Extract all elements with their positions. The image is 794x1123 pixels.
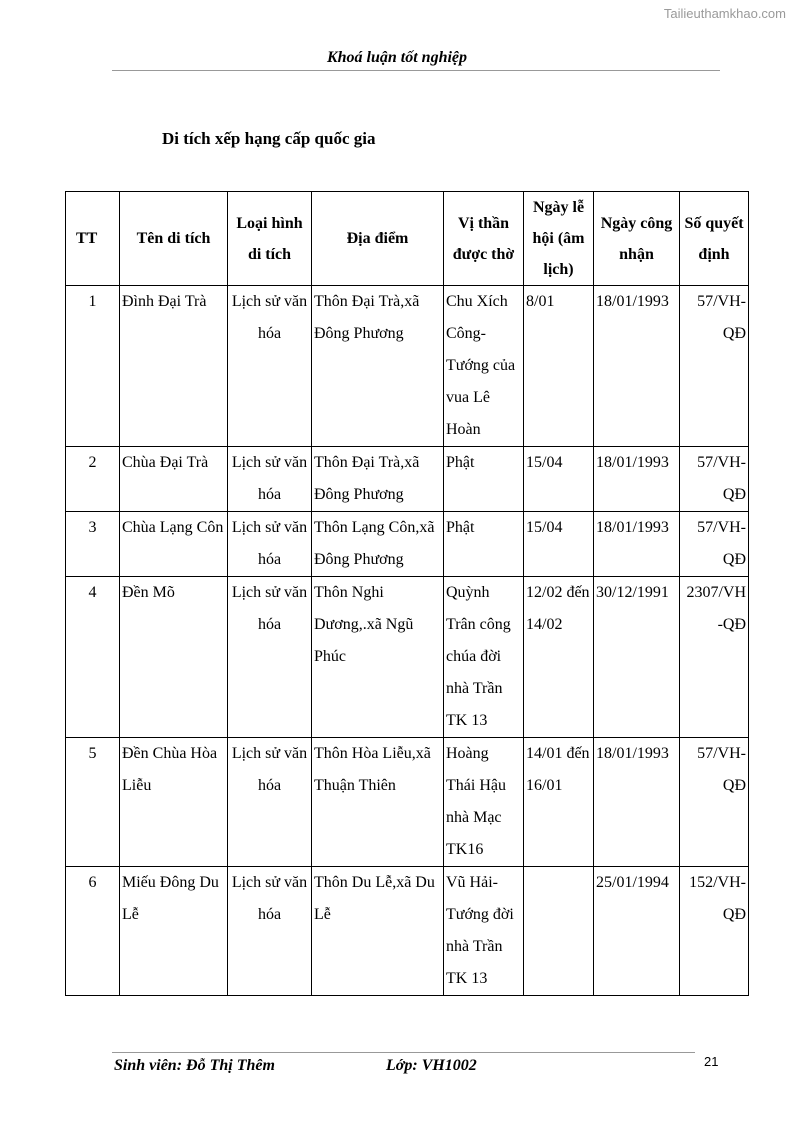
table-header-row — [66, 192, 749, 286]
cell-recognized: 25/01/1994 — [594, 867, 680, 996]
table-row — [66, 577, 749, 738]
cell-location: Thôn Đại Trà,xã Đông Phương — [312, 447, 444, 512]
cell-festival: 12/02 đến 14/02 — [524, 577, 594, 738]
cell-deity: Chu Xích Công-Tướng của vua Lê Hoàn — [444, 286, 524, 447]
watermark: Tailieuthamkhao.com — [663, 6, 786, 21]
cell-deity: Phật — [444, 512, 524, 577]
cell-decision: 57/VH-QĐ — [680, 447, 749, 512]
cell-tt: 5 — [66, 738, 120, 867]
cell-festival: 8/01 — [524, 286, 594, 447]
cell-recognized: 18/01/1993 — [594, 512, 680, 577]
table-row — [66, 447, 749, 512]
cell-decision: 57/VH-QĐ — [680, 512, 749, 577]
page-number: 21 — [704, 1054, 719, 1069]
cell-location: Thôn Đại Trà,xã Đông Phương — [312, 286, 444, 447]
cell-location: Thôn Lạng Côn,xã Đông Phương — [312, 512, 444, 577]
cell-location: Thôn Du Lễ,xã Du Lễ — [312, 867, 444, 996]
footer-divider — [112, 1052, 695, 1053]
cell-decision: 57/VH-QĐ — [680, 286, 749, 447]
header-recognized: Ngày công nhận — [594, 192, 680, 286]
cell-festival: 15/04 — [524, 447, 594, 512]
cell-tt: 6 — [66, 867, 120, 996]
cell-festival: 15/04 — [524, 512, 594, 577]
footer-student: Sinh viên: Đỗ Thị Thêm — [114, 1057, 275, 1074]
relics-table — [65, 191, 749, 996]
header-name: Tên di tích — [120, 192, 228, 286]
header-tt: TT — [66, 192, 120, 286]
page-header-title: Khoá luận tốt nghiệp — [326, 49, 468, 66]
cell-name: Chùa Đại Trà — [120, 447, 228, 512]
cell-name: Đền Mõ — [120, 577, 228, 738]
table-row — [66, 286, 749, 447]
table-row — [66, 512, 749, 577]
cell-festival — [524, 867, 594, 996]
cell-location: Thôn Nghi Dương,.xã Ngũ Phúc — [312, 577, 444, 738]
header-deity: Vị thần được thờ — [444, 192, 524, 286]
table-row — [66, 738, 749, 867]
cell-name: Miếu Đông Du Lễ — [120, 867, 228, 996]
header-location: Địa điểm — [312, 192, 444, 286]
cell-deity: Quỳnh Trân công chúa đời nhà Trần TK 13 — [444, 577, 524, 738]
cell-type: Lịch sử văn hóa — [228, 512, 312, 577]
cell-location: Thôn Hòa Liễu,xã Thuận Thiên — [312, 738, 444, 867]
cell-tt: 2 — [66, 447, 120, 512]
section-title: Di tích xếp hạng cấp quốc gia — [162, 129, 376, 148]
header-decision: Số quyết định — [680, 192, 749, 286]
cell-type: Lịch sử văn hóa — [228, 447, 312, 512]
cell-tt: 1 — [66, 286, 120, 447]
cell-type: Lịch sử văn hóa — [228, 738, 312, 867]
cell-recognized: 18/01/1993 — [594, 286, 680, 447]
cell-name: Chùa Lạng Côn — [120, 512, 228, 577]
header-type: Loại hình di tích — [228, 192, 312, 286]
cell-decision: 152/VH-QĐ — [680, 867, 749, 996]
header-festival: Ngày lễ hội (âm lịch) — [524, 192, 594, 286]
cell-deity: Phật — [444, 447, 524, 512]
cell-deity: Vũ Hải-Tướng đời nhà Trần TK 13 — [444, 867, 524, 996]
cell-name: Đình Đại Trà — [120, 286, 228, 447]
cell-decision: 2307/VH-QĐ — [680, 577, 749, 738]
cell-recognized: 18/01/1993 — [594, 447, 680, 512]
cell-recognized: 18/01/1993 — [594, 738, 680, 867]
cell-recognized: 30/12/1991 — [594, 577, 680, 738]
cell-tt: 4 — [66, 577, 120, 738]
footer-class: Lớp: VH1002 — [386, 1057, 477, 1074]
table-row — [66, 867, 749, 996]
cell-type: Lịch sử văn hóa — [228, 286, 312, 447]
cell-deity: Hoàng Thái Hậu nhà Mạc TK16 — [444, 738, 524, 867]
cell-tt: 3 — [66, 512, 120, 577]
cell-name: Đền Chùa Hòa Liễu — [120, 738, 228, 867]
cell-decision: 57/VH-QĐ — [680, 738, 749, 867]
header-divider — [112, 70, 720, 71]
cell-festival: 14/01 đến 16/01 — [524, 738, 594, 867]
cell-type: Lịch sử văn hóa — [228, 867, 312, 996]
cell-type: Lịch sử văn hóa — [228, 577, 312, 738]
